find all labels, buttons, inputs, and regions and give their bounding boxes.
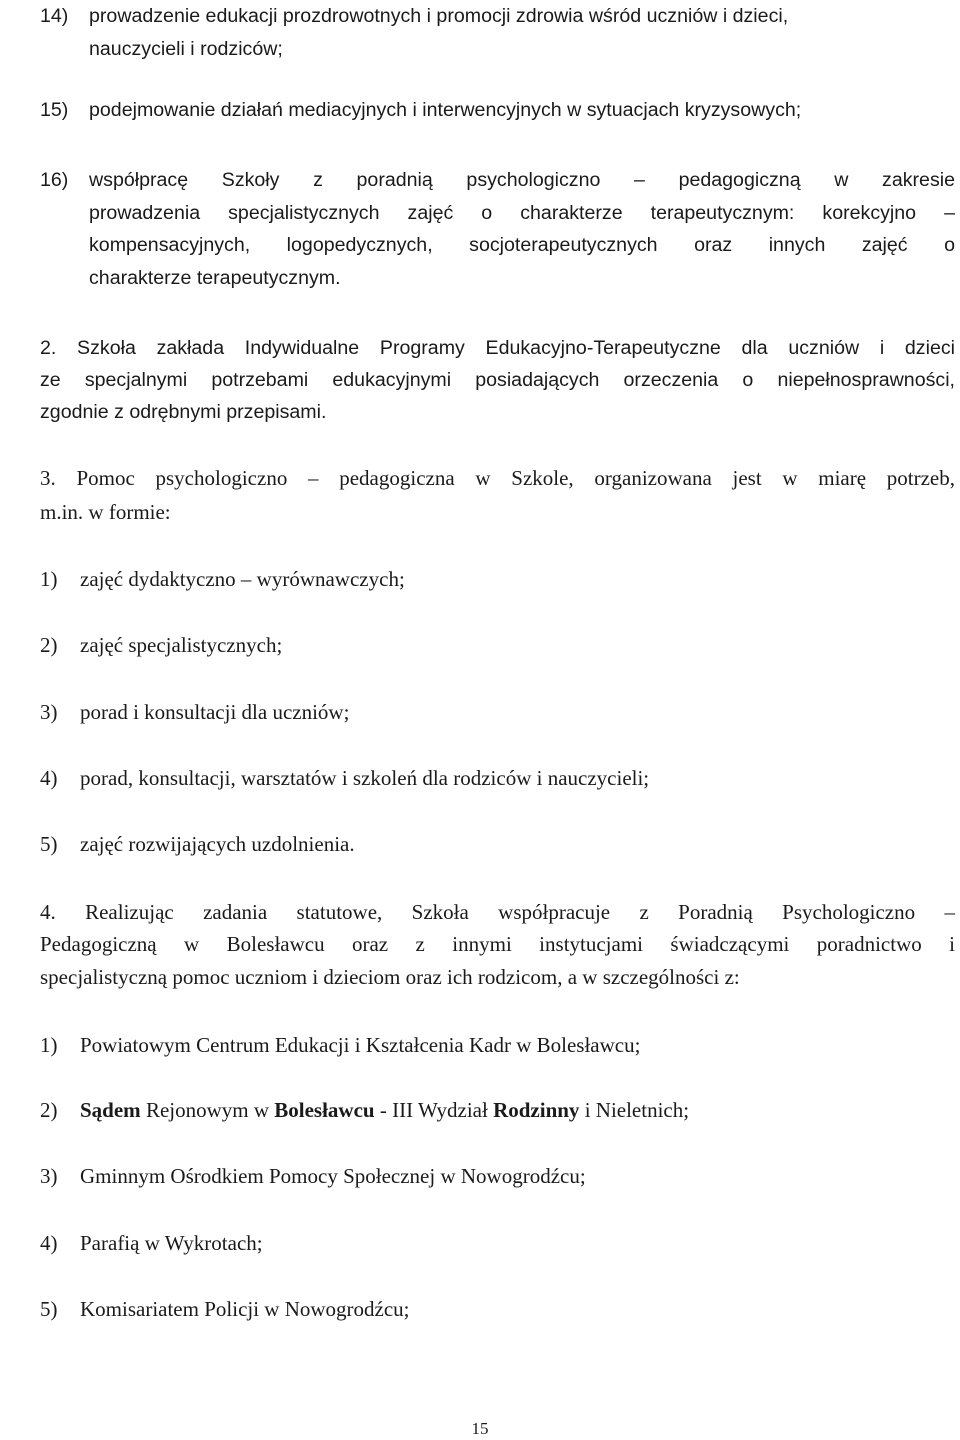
paragraph-line: m.in. w formie: bbox=[40, 500, 171, 524]
list-item-text: Powiatowym Centrum Edukacji i Kształcenia Kadr w Bolesławcu; bbox=[80, 1033, 641, 1057]
list-item-text: zajęć dydaktyczno – wyrównawczych; bbox=[80, 567, 405, 591]
list-item-text: Gminnym Ośrodkiem Pomocy Społecznej w Nowogrodźcu; bbox=[80, 1164, 586, 1188]
list-item-number: 5) bbox=[40, 1297, 58, 1321]
page-number: 15 bbox=[471, 1419, 489, 1438]
list-item-text: prowadzenie edukacji prozdrowotnych i promocji zdrowia wśród uczniów i dzieci, bbox=[89, 5, 789, 27]
list-item-number: 2) bbox=[40, 1098, 58, 1122]
list-item-number: 4) bbox=[40, 766, 58, 790]
list-item-number: 16) bbox=[40, 169, 69, 191]
list-item-text: podejmowanie działań mediacyjnych i interwencyjnych w sytuacjach kryzysowych; bbox=[89, 99, 802, 121]
list-item-text: współpracę Szkoły z poradnią psychologiczno – pedagogiczną w zakresie bbox=[89, 169, 955, 191]
list-item-text: porad i konsultacji dla uczniów; bbox=[80, 700, 350, 724]
list-item-number: 15) bbox=[40, 99, 69, 121]
paragraph-line: 4. Realizując zadania statutowe, Szkoła współpracuje z Poradnią Psychologiczno – bbox=[40, 900, 955, 924]
plain-text: Rejonowym w bbox=[140, 1098, 275, 1122]
list-item-text: Parafią w Wykrotach; bbox=[80, 1231, 263, 1255]
paragraph-line: 3. Pomoc psychologiczno – pedagogiczna w Szkole, organizowana jest w miarę potrzeb, bbox=[40, 466, 955, 490]
bold-text: Rodzinny bbox=[493, 1098, 580, 1122]
list-item-number: 1) bbox=[40, 567, 58, 591]
list-item-text: prowadzenia specjalistycznych zajęć o charakterze terapeutycznym: korekcyjno – bbox=[89, 202, 955, 224]
list-item-text: kompensacyjnych, logopedycznych, socjoterapeutycznych oraz innych zajęć o bbox=[89, 234, 955, 256]
list-item-text: nauczycieli i rodziców; bbox=[89, 38, 283, 60]
list-item-text: porad, konsultacji, warsztatów i szkoleń dla rodziców i nauczycieli; bbox=[80, 766, 650, 790]
paragraph-line: Pedagogiczną w Bolesławcu oraz z innymi instytucjami świadczącymi poradnictwo i bbox=[40, 932, 955, 956]
list-item-text: zajęć specjalistycznych; bbox=[80, 633, 283, 657]
list-item-number: 4) bbox=[40, 1231, 58, 1255]
list-item-number: 5) bbox=[40, 832, 58, 856]
list-item-number: 2) bbox=[40, 633, 58, 657]
plain-text: - III Wydział bbox=[374, 1098, 494, 1122]
list-item-text: zajęć rozwijających uzdolnienia. bbox=[80, 832, 355, 856]
bold-text: Sądem bbox=[80, 1098, 141, 1122]
list-item-number: 14) bbox=[40, 5, 69, 27]
paragraph-line: specjalistyczną pomoc uczniom i dzieciom oraz ich rodzicom, a w szczególności z: bbox=[40, 965, 740, 989]
list-item-text bbox=[80, 1097, 689, 1123]
list-item-text: charakterze terapeutycznym. bbox=[89, 267, 341, 289]
list-item-number: 3) bbox=[40, 1164, 58, 1188]
paragraph-line: zgodnie z odrębnymi przepisami. bbox=[40, 401, 327, 423]
plain-text: i Nieletnich; bbox=[579, 1098, 690, 1122]
list-item-number: 1) bbox=[40, 1033, 58, 1057]
bold-text: Bolesławcu bbox=[274, 1098, 375, 1122]
list-item-text: Komisariatem Policji w Nowogrodźcu; bbox=[80, 1297, 410, 1321]
list-item-number: 3) bbox=[40, 700, 58, 724]
paragraph-line: 2. Szkoła zakłada Indywidualne Programy Edukacyjno-Terapeutyczne dla uczniów i dzieci bbox=[40, 337, 955, 359]
paragraph-line: ze specjalnymi potrzebami edukacyjnymi posiadających orzeczenia o niepełnosprawności, bbox=[40, 369, 955, 391]
